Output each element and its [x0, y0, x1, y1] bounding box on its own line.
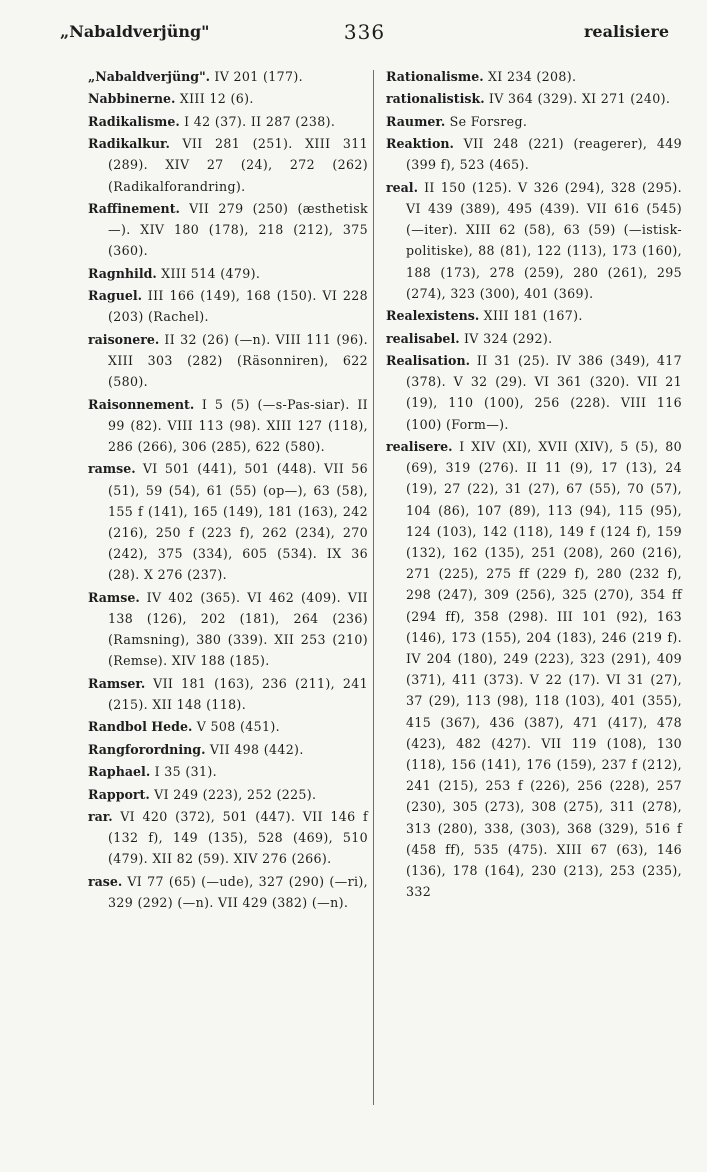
index-references: VII 181 (163), 236 (211), 241 (215). XII 148 (118).: [108, 675, 368, 712]
index-entry: [88, 806, 368, 870]
index-headword: Raisonnement.: [88, 396, 195, 412]
index-headword: realisabel.: [386, 330, 460, 346]
index-entry: [88, 739, 368, 760]
index-headword: Ragnhild.: [88, 265, 157, 281]
index-entry: [88, 716, 368, 737]
index-references: I 42 (37). II 287 (238).: [179, 113, 336, 129]
index-references: II 150 (125). V 326 (294), 328 (295). VI 439 (389), 495 (439). VII 616 (545) (—iter). XIII 62 (58), 63 (59) (—istisk-politiske), 88 (81), 122 (113), 173 (160), 188 (173), 278 (259), 280 (261), 295 (274), 323 (300), 401 (369).: [406, 179, 682, 301]
index-references: I XIV (XI), XVII (XIV), 5 (5), 80 (69), 319 (276). II 11 (9), 17 (13), 24 (19), 27 (22), 31 (27), 67 (55), 70 (57), 104 (86), 107 (89), 113 (94), 115 (95), 124 (103), 142 (118), 149 f (124 f), 159 (132), 162 (135), 251 (208), 260 (216), 271 (225), 275 ff (229 f), 280 (232 f), 298 (247), 309 (256), 325 (270), 354 ff (294 ff), 358 (298). III 101 (92), 163 (146), 173 (155), 204 (183), 246 (219 f). IV 204 (180), 249 (223), 323 (291), 409 (371), 411 (373). V 22 (17). VI 31 (27), 37 (29), 113 (98), 118 (103), 401 (355), 415 (367), 436 (387), 471 (417), 478 (423), 482 (427). VII 119 (108), 130 (118), 156 (141), 176 (159), 237 f (212), 241 (215), 253 f (226), 256 (228), 257 (230), 305 (273), 308 (275), 311 (278), 313 (280), 338, (303), 368 (329), 516 f (458 ff), 535 (475). XIII 67 (63), 146 (136), 178 (164), 230 (213), 253 (235), 332: [406, 438, 682, 900]
index-entry: [88, 88, 368, 109]
index-headword: raisonere.: [88, 331, 160, 347]
index-entry: [386, 66, 682, 87]
index-entry: [386, 328, 682, 349]
index-headword: Ramser.: [88, 675, 146, 691]
page-number: 336: [343, 20, 386, 44]
index-entry: [386, 305, 682, 326]
index-references: VII 498 (442).: [205, 741, 304, 757]
index-entry: [88, 329, 368, 393]
index-entry: [386, 88, 682, 109]
index-references: VI 249 (223), 252 (225).: [149, 786, 317, 802]
index-entry: [88, 394, 368, 458]
running-header: [60, 20, 669, 46]
index-references: VII 281 (251). XIII 311 (289). XIV 27 (24), 272 (262) (Radikalforandring).: [108, 136, 368, 194]
index-entry: [88, 263, 368, 284]
index-column-left: [88, 66, 368, 914]
index-entry: [386, 111, 682, 132]
index-headword: Nabbinerne.: [88, 91, 176, 107]
index-headword: rase.: [88, 873, 123, 889]
index-entry: [88, 133, 368, 197]
index-references: IV 201 (177).: [210, 69, 303, 84]
index-entry: [88, 673, 368, 715]
index-headword: rationalistisk.: [386, 91, 485, 107]
index-references: IV 364 (329). XI 271 (240).: [484, 91, 671, 107]
index-entry: [88, 587, 368, 672]
index-headword: rar.: [88, 808, 113, 824]
index-headword: Realisation.: [386, 352, 470, 368]
index-references: VI 501 (441), 501 (448). VII 56 (51), 59 (54), 61 (55) (op—), 63 (58), 155 f (141), 165 (149), 181 (163), 242 (216), 250 f (223 f), 262 (234), 270 (242), 375 (334), 605 (534). IX 36 (28). X 276 (237).: [108, 461, 368, 583]
index-headword: Randbol Hede.: [88, 719, 193, 735]
index-references: V 508 (451).: [192, 719, 280, 735]
index-headword: Rangforordning.: [88, 741, 206, 757]
index-headword: „Nabaldverjüng".: [88, 69, 211, 84]
index-headword: Raphael.: [88, 764, 151, 780]
index-entry: [88, 761, 368, 782]
index-references: IV 402 (365). VI 462 (409). VII 138 (126), 202 (181), 264 (236) (Ramsning), 380 (339). XII 253 (210) (Remse). XIV 188 (185).: [108, 589, 368, 669]
index-references: VI 77 (65) (—ude), 327 (290) (—ri), 329 (292) (—n). VII 429 (382) (—n).: [108, 873, 368, 910]
index-references: XIII 514 (479).: [156, 265, 261, 281]
index-headword: Realexistens.: [386, 308, 480, 324]
index-headword: Rapport.: [88, 786, 150, 802]
index-headword: Raguel.: [88, 288, 143, 304]
index-references: XIII 12 (6).: [175, 91, 254, 107]
index-headword: real.: [386, 179, 418, 195]
index-headword: Ramse.: [88, 589, 140, 605]
index-headword: ramse.: [88, 461, 136, 477]
index-references: I 35 (31).: [150, 764, 217, 780]
index-references: IV 324 (292).: [459, 330, 553, 346]
index-headword: Reaktion.: [386, 136, 454, 152]
index-references: I 5 (5) (—s-Pas-siar). II 99 (82). VIII 113 (98). XIII 127 (118), 286 (266), 306 (285), 622 (580).: [108, 396, 368, 454]
header-right-catchword: realisiere: [583, 22, 669, 41]
index-references: II 31 (25). IV 386 (349), 417 (378). V 32 (29). VI 361 (320). VII 21 (19), 110 (100), 256 (228). VIII 116 (100) (Form—).: [406, 352, 682, 432]
column-divider: [373, 70, 374, 1105]
index-entry: [88, 285, 368, 327]
index-references: III 166 (149), 168 (150). VI 228 (203) (Rachel).: [108, 288, 368, 325]
index-entry: [88, 198, 368, 262]
index-references: XIII 181 (167).: [479, 308, 583, 324]
index-entry: [386, 350, 682, 435]
index-column-right: [386, 66, 682, 904]
header-left-catchword: „Nabaldverjüng": [60, 22, 210, 41]
index-headword: Radikalisme.: [88, 113, 180, 129]
index-references: VI 420 (372), 501 (447). VII 146 f (132 f), 149 (135), 528 (469), 510 (479). XII 82 (59). XIV 276 (266).: [108, 808, 368, 867]
index-references: II 32 (26) (—n). VIII 111 (96). XIII 303 (282) (Räsonniren), 622 (580).: [108, 331, 368, 390]
index-headword: realisere.: [386, 438, 453, 454]
index-headword: Rationalisme.: [386, 69, 484, 84]
index-headword: Raffinement.: [88, 200, 180, 216]
index-entry: [88, 784, 368, 805]
index-references: Se Forsreg.: [445, 113, 528, 129]
index-entry: [386, 436, 682, 902]
index-entry: [88, 458, 368, 585]
index-entry: [386, 177, 682, 304]
index-entry: [386, 133, 682, 175]
index-references: VII 248 (221) (reagerer), 449 (399 f), 523 (465).: [406, 136, 682, 173]
index-headword: Raumer.: [386, 113, 446, 129]
index-entry: [88, 111, 368, 132]
index-entry: [88, 66, 368, 87]
index-references: VII 279 (250) (æsthetisk —). XIV 180 (178), 218 (212), 375 (360).: [108, 200, 368, 259]
index-entry: [88, 871, 368, 913]
index-references: XI 234 (208).: [483, 69, 577, 84]
index-headword: Radikalkur.: [88, 136, 170, 152]
